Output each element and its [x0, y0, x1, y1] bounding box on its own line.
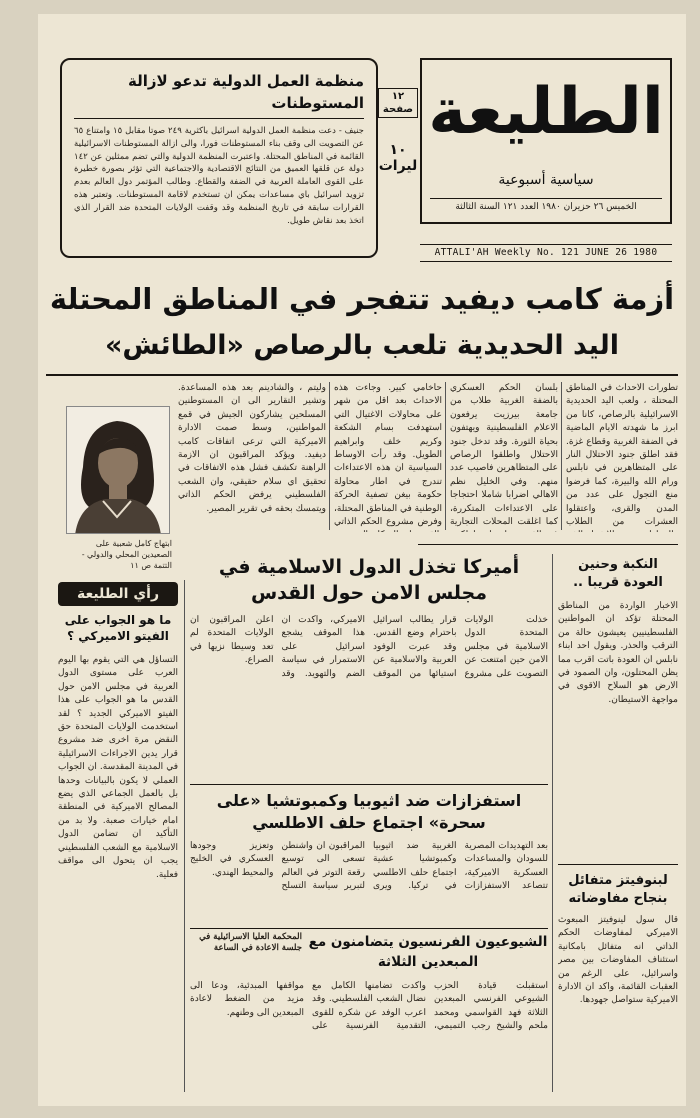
top-box-headline: منظمة العمل الدولية تدعو لازالة المستوطنات	[74, 70, 364, 119]
return-story-body: الاخبار الواردة من المناطق المحتلة تؤكد ان المواطنين الفلسطينيين يعيشون حالة من الترقب والحذر. ويقول احد ابناء نابلس ان العودة باتت اقرب مما يظن المحتلون، وان الصمود في الارض هو السلاح الاقوى في مواجهة الاستيطان.	[558, 601, 678, 705]
photo-caption: ابتهاج كامل شعبية على الصعيدين المحلي والدولي - التتمة ص ١١	[81, 539, 172, 570]
masthead-title: الطليعة	[428, 75, 664, 149]
top-box-body: جنيف - دعت منظمة العمل الدولية اسرائيل باكثرية ٢٤٩ صوتا مقابل ١٥ وامتناع ٦٥ عن التصويت الى وقف بناء المستوطنات فورا، والى ازالة المستوطنات الاسرائيلية القائمة في المناطق المحتلة. واعتبرت المنظمة الدولية والتي تضم ممثلين عن ١٤٢ دولة عن قلقها العميق من النتائج الاقتصادية والاجتماعية التي تؤثر بصورة خطيرة على القوى العاملة العربية في الضفة والقطاع. وطالب المؤتمر دول العالم بعدم تزويد اسرائيل باي مساعدات يمكن ان تستخدم لاقامة المستوطنات. وتعتبر هذه القرارات سابقة في تاريخ المنظمة وقد وقفت الولايات المتحدة ضد القرار الذي اتخذ بعد نقاش طويل.	[74, 126, 364, 226]
portrait-photo	[66, 406, 170, 534]
masthead-latin: ATTALI'AH Weekly No. 121 JUNE 26 1980	[420, 244, 672, 262]
pages-badge: ١٢ صفحة	[378, 88, 418, 118]
return-story-title: النكبة وحنين العودة قريبا ..	[573, 557, 663, 590]
portrait-image	[66, 407, 169, 534]
linowitz-story-body: قال سول لينوفيتز المبعوث الاميركي لمفاوضات الحكم الذاتي انه متفائل بامكانية استئناف المفاوضات بين مصر واسرائيل، على الرغم من العقبات القائمة، واكد ان الادارة الاميركية ستواصل جهودها.	[558, 915, 678, 1006]
masthead-dateline: الخميس ٢٦ حزيران ١٩٨٠ العدد ١٢١ السنة الثالثة	[455, 202, 637, 212]
editorial-body: التساؤل هي التي يقوم بها اليوم العرب على مستوى الدول العربية في مجلس الامن حول القدس ما هو الجواب على هذا الفيتو الاميركي الجديد ؟ لقد استخدمت الولايات المتحدة حق النقض مرة اخرى ضد مشروع قرار يدين الاجراءات الاسرائيلية في المدينة المقدسة. ان الجواب العملي لا يكون بالبيانات وحدها بل بالعمل الجماعي الذي يضع المصالح الاميركية في المنطقة امام خيارات صعبة. ولا بد من التأكيد ان تضامن الدول الاسلامية مع الشعب الفلسطيني يجب ان يتحول الى مواقف فعلية.	[58, 655, 178, 880]
un-story-body: خذلت الولايات المتحدة الدول الاسلامية في مجلس الامن حين امتنعت عن التصويت على مشروع قرار يطالب اسرائيل باحترام وضع القدس. وقد عبرت الوفود العربية والاسلامية عن استيائها من الموقف الاميركي، واكدت ان هذا الموقف يشجع اسرائيل على الاستمرار في سياسة الضم والتهويد. وقد اعلن المراقبون ان الولايات المتحدة لم تعد وسيطا نزيها في الصراع.	[190, 615, 548, 679]
lead-column-1: تطورات الاحداث في المناطق المحتلة ، ولعب اليد الحديدية الاسرائيلية بالرصاص، كانا من ابرز ما شهدته الايام الماضية في الضفة الغربية وقطاع غزة. فقد اطلق جنود الاحتلال النار على المتظاهرين في نابلس ورام الله والبيرة، كما فرضوا منع التجول على عدد من المدن والقرى، واعتقلوا العشرات من الطلاب	[566, 383, 678, 528]
nato-story-body: بعد التهديدات المصرية للسودان والمساعدات العسكرية الاميركية، تتصاعد الاستفزازات الغربية ضد اثيوبيا وكمبوتشيا عشية اجتماع حلف الاطلسي في تركيا. ويرى المراقبون ان واشنطن تسعى الى توسيع رقعة التوتر في العالم لتبرير سياسة التسلح وتعزيز وجودها العسكري في الخليج والمحيط الهندي.	[190, 841, 548, 892]
main-headline: أزمة كامب ديفيد تتفجر في المناطق المحتلة	[49, 282, 675, 316]
editorial-banner	[58, 582, 178, 606]
price-badge: ١٠ ليرات	[378, 142, 418, 174]
linowitz-story-title: لبنوفيتز متفائل بنجاح مفاوضاته	[568, 873, 668, 906]
masthead	[420, 58, 672, 224]
lead-column-4: وليتم ، والشادينم بعد هذه المساعدة. وتشير التقارير الى ان المستوطنين المسلحين يشاركون الجيش في قمع المواطنين، وسط صمت الادارة الاميركية التي ترعى اتفاقات كامب ديفيد. ويؤكد المراقبون ان الازمة الراهنة تكشف فشل هذه الاتفاقات في تحقيق اي سلام حقيقي، وان الشعب الفلسطيني يرفض الحكم الذاتي ويتمسك بحقه في تقرير المصير.	[178, 383, 326, 514]
newspaper-page	[38, 14, 686, 1106]
main-subheadline: اليد الحديدية تلعب بالرصاص «الطائش»	[104, 330, 620, 361]
editorial-title: ما هو الجواب على الفيتو الاميركي ؟	[64, 613, 172, 643]
french-story-callout: المحكمة العليا الاسرائيلية في جلسة الاعادة في الساعة	[199, 932, 302, 953]
french-story-body: استقبلت قيادة الحزب الشيوعي الفرنسي المبعدين الثلاثة فهد القواسمي ومحمد ملحم والشيخ رجب التميمي، واكدت تضامنها الكامل مع نضال الشعب الفلسطيني. وقد اعرب الوفد عن شكره للقوى التقدمية الفرنسية على مواقفها المبدئية، ودعا الى مزيد من الضغط لاعادة المبعدين الى وطنهم.	[190, 981, 548, 1032]
top-box-story	[60, 58, 378, 258]
editorial-banner-label: رأي الطليعة	[76, 586, 160, 602]
un-story-title: أميركا تخذل الدول الاسلامية في مجلس الامن حول القدس	[218, 556, 520, 604]
lead-column-2: بلسان الحكم العسكري بالضفة الغربية طلاب من جامعة بيرزيت يرفعون الاعلام الفلسطينية ويهتفون بحياة الثورة. وقد تدخل جنود الاحتلال واطلقوا الرصاص على المتظاهرين فاصيب عدد منهم. وفي الخليل نظم الاهالي اضرابا شاملا احتجاجا على الاعتداءات المتكررة، كما اغلقت المحلات التجارية	[450, 383, 558, 528]
masthead-subtitle: سياسية أسبوعية	[498, 172, 594, 188]
french-story-title: الشيوعيون الفرنسيون يتضامنون مع المبعدين الثلاثة	[308, 934, 548, 970]
lead-column-3: حاخامي كبير. وجاءت هذه الاحداث بعد اقل من شهر على محاولات الاغتيال التي استهدفت بسام الشكعة وكريم خلف وابراهيم الطويل. وقد رأت الاوساط السياسية ان هذه الاعتداءات تندرج في اطار محاولة حكومة بيغن تصفية الحركة الوطنية في المناطق المحتلة، وفرض مشروع الحكم الذاتي	[334, 383, 442, 528]
nato-story-title: استفزازات ضد اثيوبيا وكمبوتشيا «على سحرة» اجتماع حلف الاطلسي	[216, 791, 522, 832]
